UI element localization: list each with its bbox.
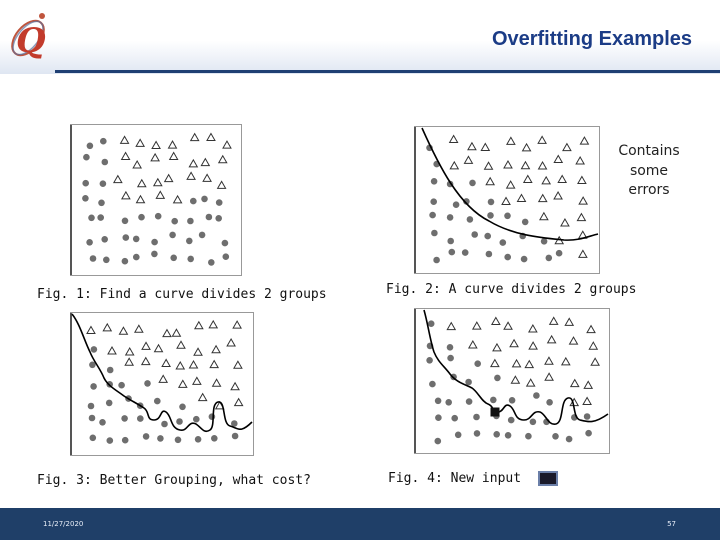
figure-3-caption: Fig. 3: Better Grouping, what cost? — [37, 473, 311, 488]
data-dot — [106, 400, 113, 407]
data-dot — [474, 360, 481, 367]
data-dot — [151, 251, 158, 258]
q-logo-icon — [4, 4, 52, 70]
data-dot — [170, 255, 177, 262]
data-dot — [490, 397, 497, 404]
data-dot — [91, 346, 98, 353]
data-dot — [82, 195, 89, 202]
data-dot — [118, 382, 125, 389]
figure-1-caption: Fig. 1: Find a curve divides 2 groups — [37, 287, 327, 302]
data-dot — [144, 380, 151, 387]
data-dot — [157, 435, 164, 442]
header-rule — [55, 70, 720, 73]
note-line-2: some — [629, 162, 669, 179]
data-dot — [171, 218, 178, 225]
data-dot — [541, 238, 548, 245]
footer-date: 11/27/2020 — [43, 520, 84, 528]
data-dot — [133, 236, 140, 243]
data-dot — [122, 218, 129, 225]
data-dot — [504, 254, 511, 261]
figure-1 — [70, 124, 242, 276]
data-dot — [556, 250, 563, 257]
data-dot — [223, 253, 230, 260]
data-dot — [101, 236, 108, 243]
data-dot — [201, 196, 208, 203]
data-dot — [187, 218, 194, 225]
data-dot — [87, 143, 94, 150]
data-dot — [90, 383, 97, 390]
data-dot — [433, 257, 440, 264]
data-dot — [552, 433, 559, 440]
data-dot — [508, 417, 515, 424]
data-dot — [504, 213, 511, 220]
data-dot — [494, 375, 501, 382]
data-dot — [97, 214, 104, 221]
data-dot — [215, 215, 222, 222]
data-dot — [469, 180, 476, 187]
data-dot — [467, 216, 474, 223]
data-dot — [486, 251, 493, 258]
data-dot — [209, 413, 216, 420]
data-dot — [138, 214, 145, 221]
data-dot — [222, 240, 229, 247]
data-dot — [107, 367, 114, 374]
data-dot — [122, 437, 129, 444]
data-dot — [82, 180, 89, 187]
data-dot — [195, 436, 202, 443]
data-dot — [133, 254, 140, 261]
data-dot — [137, 415, 144, 422]
data-dot — [193, 416, 200, 423]
data-dot — [100, 180, 107, 187]
scatter-plot-fig4 — [414, 308, 610, 454]
data-dot — [169, 232, 176, 239]
data-dot — [473, 414, 480, 421]
data-dot — [429, 381, 436, 388]
data-dot — [206, 214, 213, 221]
data-dot — [211, 435, 218, 442]
data-dot — [98, 200, 105, 207]
new-input-point — [491, 408, 499, 416]
data-dot — [208, 259, 215, 266]
data-dot — [521, 256, 528, 263]
plot-frame — [71, 313, 254, 456]
data-dot — [466, 398, 473, 405]
data-dot — [451, 415, 458, 422]
data-dot — [453, 201, 460, 208]
data-dot — [187, 256, 194, 263]
scatter-plot-fig1 — [70, 124, 242, 276]
data-dot — [216, 199, 223, 206]
data-dot — [484, 233, 491, 240]
data-dot — [154, 398, 161, 405]
data-dot — [522, 219, 529, 226]
scatter-plot-fig2 — [414, 126, 600, 274]
data-dot — [500, 239, 507, 246]
figure-3 — [70, 312, 254, 456]
data-dot — [123, 234, 130, 241]
svg-text:Q: Q — [16, 21, 46, 61]
data-dot — [462, 249, 469, 256]
data-dot — [488, 199, 495, 206]
data-dot — [431, 178, 438, 185]
data-dot — [447, 214, 454, 221]
data-dot — [465, 379, 472, 386]
data-dot — [546, 399, 553, 406]
data-dot — [175, 437, 182, 444]
data-dot — [232, 433, 239, 440]
figure-2 — [414, 126, 600, 274]
data-dot — [447, 238, 454, 245]
data-dot — [89, 415, 96, 422]
figure-2-caption: Fig. 2: A curve divides 2 groups — [386, 282, 637, 297]
data-dot — [430, 198, 437, 205]
data-dot — [90, 255, 97, 262]
data-dot — [435, 414, 442, 421]
note-line-3: errors — [628, 182, 670, 198]
figure-4-caption: Fig. 4: New input — [388, 471, 522, 486]
data-dot — [533, 392, 540, 399]
data-dot — [431, 230, 438, 237]
data-dot — [88, 215, 95, 222]
data-dot — [509, 397, 516, 404]
data-dot — [102, 159, 109, 166]
data-dot — [566, 436, 573, 443]
data-dot — [161, 421, 168, 428]
scatter-plot-fig3 — [70, 312, 254, 456]
data-dot — [435, 438, 442, 445]
data-dot — [100, 138, 107, 145]
data-dot — [151, 239, 158, 246]
data-dot — [546, 255, 553, 262]
data-dot — [471, 231, 478, 238]
data-dot — [121, 415, 128, 422]
data-dot — [143, 433, 150, 440]
data-dot — [455, 432, 462, 439]
data-dot — [435, 398, 442, 405]
slide-footer — [0, 508, 720, 540]
data-dot — [122, 258, 129, 265]
data-dot — [487, 212, 494, 219]
data-dot — [190, 198, 197, 205]
data-dot — [179, 404, 186, 411]
data-dot — [429, 212, 436, 219]
data-dot — [83, 154, 90, 161]
footer-page-number: 57 — [667, 520, 676, 528]
errors-note — [604, 142, 694, 201]
data-dot — [199, 232, 206, 239]
data-dot — [585, 430, 592, 437]
data-dot — [90, 435, 97, 442]
data-dot — [86, 239, 93, 246]
data-dot — [449, 249, 456, 256]
data-dot — [103, 257, 110, 264]
figure-4 — [414, 308, 610, 454]
data-dot — [107, 437, 114, 444]
data-dot — [584, 413, 591, 420]
data-dot — [493, 431, 500, 438]
data-dot — [155, 213, 162, 220]
data-dot — [186, 238, 193, 245]
data-dot — [88, 403, 95, 410]
data-dot — [447, 344, 454, 351]
data-dot — [474, 430, 481, 437]
black-square-icon — [538, 471, 558, 486]
data-dot — [176, 418, 183, 425]
data-dot — [505, 432, 512, 439]
data-dot — [530, 419, 537, 426]
data-dot — [428, 320, 435, 327]
data-dot — [447, 355, 454, 362]
slide-title: Overfitting Examples — [491, 28, 692, 50]
data-dot — [426, 357, 433, 364]
note-line-1: Contains — [618, 143, 680, 159]
data-dot — [445, 399, 452, 406]
data-dot — [525, 433, 532, 440]
plot-frame — [415, 309, 610, 454]
data-dot — [99, 419, 106, 426]
